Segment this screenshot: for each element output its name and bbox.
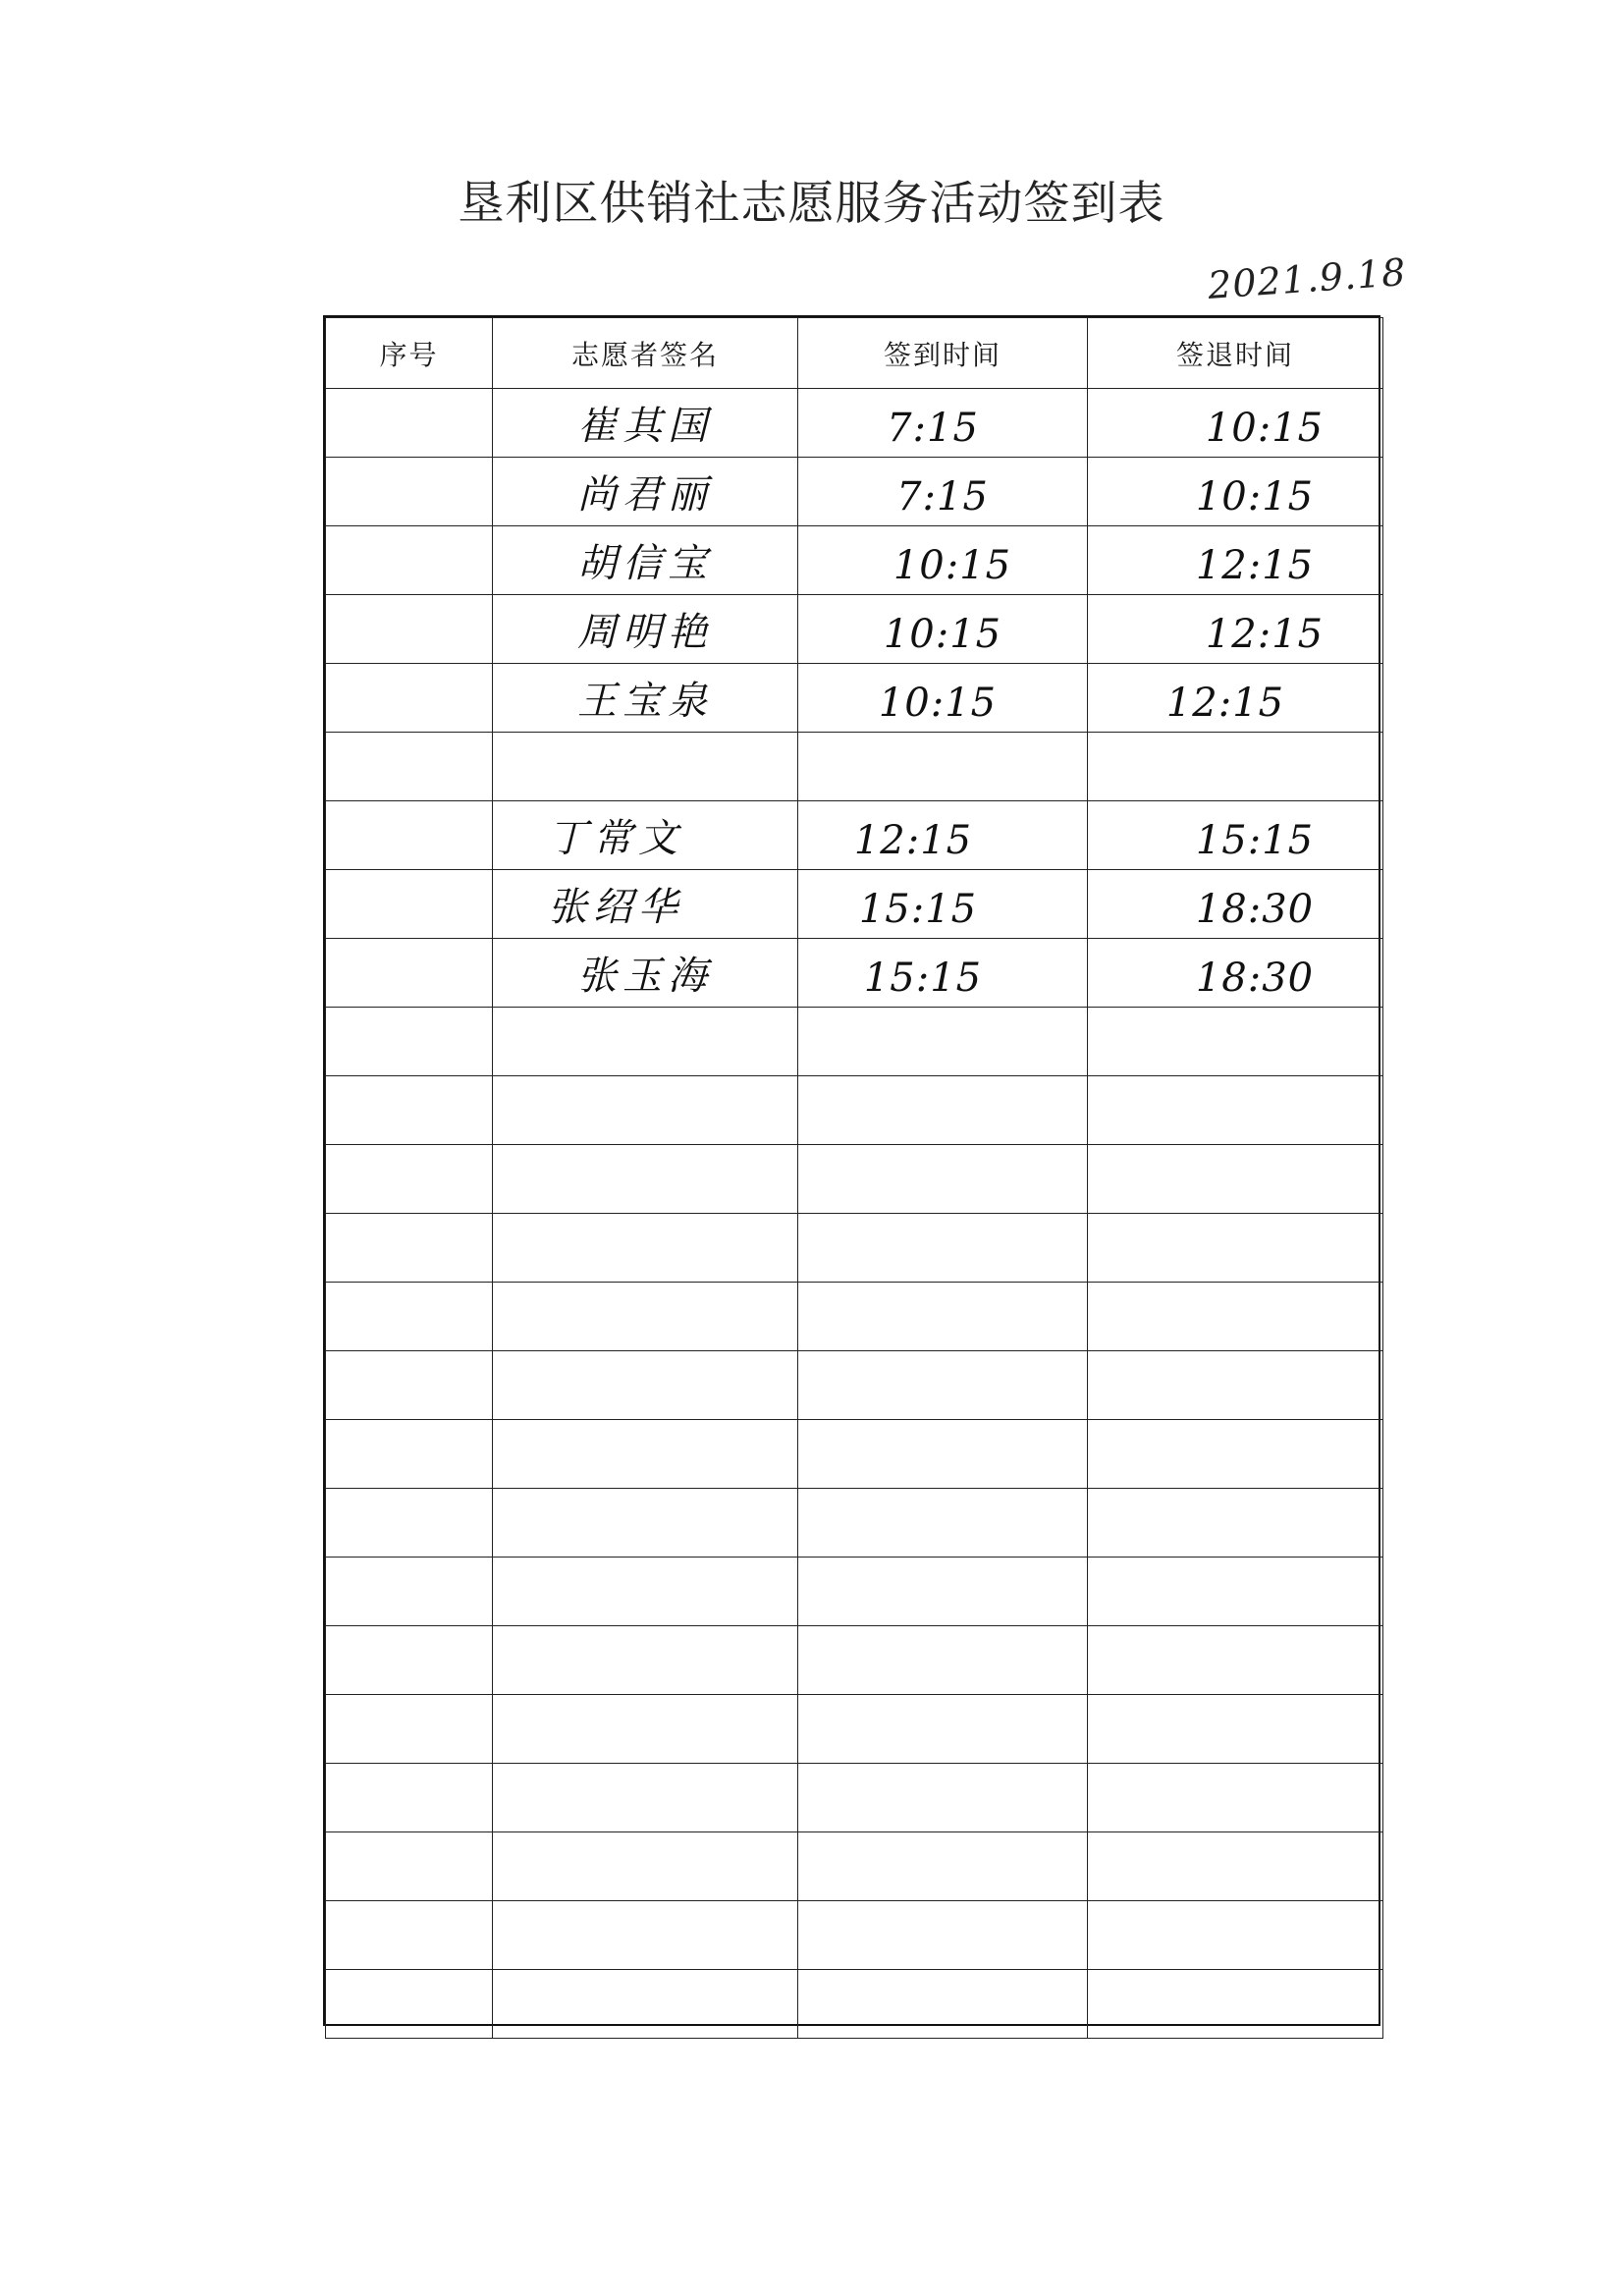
table-row [326, 801, 1383, 870]
cell-volunteer-signature [493, 595, 798, 664]
cell-sign-in-time [798, 1351, 1088, 1420]
sign-in-table [325, 317, 1383, 2039]
cell-serial-no [326, 1558, 493, 1626]
cell-volunteer-signature [493, 458, 798, 526]
cell-sign-in-time [798, 1076, 1088, 1145]
cell-volunteer-signature [493, 1351, 798, 1420]
cell-serial-no [326, 458, 493, 526]
handwritten-time: 10:15 [1195, 474, 1315, 519]
cell-sign-in-time [798, 1214, 1088, 1283]
handwritten-time: 12:15 [1165, 681, 1285, 726]
table-row [326, 1489, 1383, 1558]
handwritten-time: 15:15 [858, 887, 978, 932]
table-row [326, 1008, 1383, 1076]
cell-sign-in-time [798, 1145, 1088, 1214]
cell-volunteer-signature [493, 664, 798, 733]
table-row [326, 389, 1383, 458]
handwritten-time: 10:15 [893, 543, 1012, 588]
handwritten-time: 18:30 [1195, 887, 1315, 932]
cell-serial-no [326, 1695, 493, 1764]
table-row [326, 595, 1383, 664]
cell-sign-in-time [798, 1283, 1088, 1351]
sign-in-date: 2021.9.18 [1206, 249, 1408, 308]
cell-sign-in-time [798, 1626, 1088, 1695]
cell-sign-in-time [798, 595, 1088, 664]
cell-sign-in-time [798, 1558, 1088, 1626]
table-row [326, 1420, 1383, 1489]
cell-volunteer-signature [493, 1695, 798, 1764]
table-row [326, 733, 1383, 801]
cell-sign-out-time [1088, 870, 1383, 939]
table-row [326, 1351, 1383, 1420]
cell-sign-out-time [1088, 1832, 1383, 1901]
table-row [326, 870, 1383, 939]
table-row [326, 1626, 1383, 1695]
cell-serial-no [326, 664, 493, 733]
cell-volunteer-signature [493, 801, 798, 870]
cell-volunteer-signature [493, 389, 798, 458]
handwritten-signature: 崔其国 [577, 404, 713, 449]
table-row [326, 939, 1383, 1008]
cell-sign-out-time [1088, 1076, 1383, 1145]
cell-serial-no [326, 1764, 493, 1832]
handwritten-time: 15:15 [1195, 818, 1315, 863]
cell-volunteer-signature [493, 1832, 798, 1901]
cell-sign-out-time [1088, 1420, 1383, 1489]
handwritten-signature: 胡信宝 [577, 541, 713, 586]
cell-sign-out-time [1088, 1145, 1383, 1214]
cell-volunteer-signature [493, 1145, 798, 1214]
cell-sign-in-time [798, 870, 1088, 939]
table-row [326, 1695, 1383, 1764]
table-row [326, 664, 1383, 733]
cell-volunteer-signature [493, 939, 798, 1008]
handwritten-time: 7:15 [887, 406, 979, 451]
header-sign-out-time: 签退时间 [1088, 318, 1383, 389]
cell-volunteer-signature [493, 1420, 798, 1489]
handwritten-signature: 张玉海 [577, 954, 713, 999]
header-sign-in-time: 签到时间 [798, 318, 1088, 389]
handwritten-time: 12:15 [1205, 612, 1325, 657]
handwritten-time: 10:15 [883, 612, 1002, 657]
cell-volunteer-signature [493, 1764, 798, 1832]
table-row [326, 1901, 1383, 1970]
cell-volunteer-signature [493, 1489, 798, 1558]
cell-sign-out-time [1088, 1214, 1383, 1283]
cell-serial-no [326, 1076, 493, 1145]
cell-serial-no [326, 1626, 493, 1695]
cell-sign-out-time [1088, 1626, 1383, 1695]
table-row [326, 1832, 1383, 1901]
cell-sign-in-time [798, 664, 1088, 733]
cell-volunteer-signature [493, 1970, 798, 2039]
cell-sign-out-time [1088, 801, 1383, 870]
cell-serial-no [326, 939, 493, 1008]
cell-sign-out-time [1088, 1351, 1383, 1420]
cell-sign-out-time [1088, 664, 1383, 733]
cell-volunteer-signature [493, 1901, 798, 1970]
cell-serial-no [326, 1008, 493, 1076]
cell-serial-no [326, 1901, 493, 1970]
cell-sign-out-time [1088, 458, 1383, 526]
cell-sign-out-time [1088, 389, 1383, 458]
cell-sign-in-time [798, 389, 1088, 458]
cell-serial-no [326, 1489, 493, 1558]
table-row [326, 1145, 1383, 1214]
header-serial-no: 序号 [326, 318, 493, 389]
cell-volunteer-signature [493, 1283, 798, 1351]
handwritten-time: 10:15 [1205, 406, 1325, 451]
table-row [326, 1283, 1383, 1351]
cell-sign-in-time [798, 939, 1088, 1008]
table-row [326, 1076, 1383, 1145]
cell-sign-out-time [1088, 939, 1383, 1008]
cell-serial-no [326, 1351, 493, 1420]
table-body [326, 389, 1383, 2039]
handwritten-signature: 周明艳 [577, 610, 713, 655]
header-row [326, 318, 1383, 389]
cell-serial-no [326, 733, 493, 801]
cell-serial-no [326, 1832, 493, 1901]
cell-sign-in-time [798, 526, 1088, 595]
cell-sign-in-time [798, 1695, 1088, 1764]
handwritten-signature: 丁常文 [548, 816, 683, 861]
cell-sign-out-time [1088, 1901, 1383, 1970]
cell-sign-in-time [798, 1901, 1088, 1970]
handwritten-time: 12:15 [1195, 543, 1315, 588]
cell-sign-out-time [1088, 526, 1383, 595]
handwritten-time: 12:15 [853, 818, 973, 863]
handwritten-signature: 王宝泉 [577, 679, 713, 724]
cell-serial-no [326, 1420, 493, 1489]
cell-sign-out-time [1088, 595, 1383, 664]
cell-serial-no [326, 595, 493, 664]
cell-volunteer-signature [493, 1626, 798, 1695]
cell-sign-in-time [798, 1008, 1088, 1076]
handwritten-signature: 张绍华 [548, 885, 683, 930]
cell-serial-no [326, 1214, 493, 1283]
header-volunteer-signature: 志愿者签名 [493, 318, 798, 389]
table-row [326, 1764, 1383, 1832]
cell-serial-no [326, 1283, 493, 1351]
cell-volunteer-signature [493, 526, 798, 595]
cell-sign-in-time [798, 1420, 1088, 1489]
cell-sign-in-time [798, 733, 1088, 801]
handwritten-signature: 尚君丽 [577, 472, 713, 518]
page-title: 垦利区供销社志愿服务活动签到表 [458, 177, 1165, 231]
cell-sign-out-time [1088, 1970, 1383, 2039]
cell-sign-in-time [798, 801, 1088, 870]
cell-sign-out-time [1088, 1283, 1383, 1351]
table-row [326, 458, 1383, 526]
cell-serial-no [326, 526, 493, 595]
handwritten-time: 10:15 [878, 681, 998, 726]
table-row [326, 1214, 1383, 1283]
cell-sign-in-time [798, 1832, 1088, 1901]
cell-sign-out-time [1088, 1764, 1383, 1832]
cell-sign-out-time [1088, 1558, 1383, 1626]
cell-sign-out-time [1088, 733, 1383, 801]
handwritten-time: 18:30 [1195, 956, 1315, 1001]
cell-sign-in-time [798, 458, 1088, 526]
cell-sign-out-time [1088, 1008, 1383, 1076]
cell-volunteer-signature [493, 1076, 798, 1145]
cell-sign-in-time [798, 1764, 1088, 1832]
table-row [326, 526, 1383, 595]
cell-volunteer-signature [493, 733, 798, 801]
cell-volunteer-signature [493, 1558, 798, 1626]
sign-in-sheet [323, 315, 1380, 2026]
table-row [326, 1970, 1383, 2039]
cell-sign-in-time [798, 1970, 1088, 2039]
cell-sign-in-time [798, 1489, 1088, 1558]
handwritten-time: 7:15 [896, 474, 989, 519]
cell-volunteer-signature [493, 870, 798, 939]
handwritten-time: 15:15 [863, 956, 983, 1001]
cell-volunteer-signature [493, 1008, 798, 1076]
cell-sign-out-time [1088, 1489, 1383, 1558]
cell-serial-no [326, 1145, 493, 1214]
cell-serial-no [326, 1970, 493, 2039]
table-row [326, 1558, 1383, 1626]
cell-sign-out-time [1088, 1695, 1383, 1764]
cell-volunteer-signature [493, 1214, 798, 1283]
cell-serial-no [326, 389, 493, 458]
